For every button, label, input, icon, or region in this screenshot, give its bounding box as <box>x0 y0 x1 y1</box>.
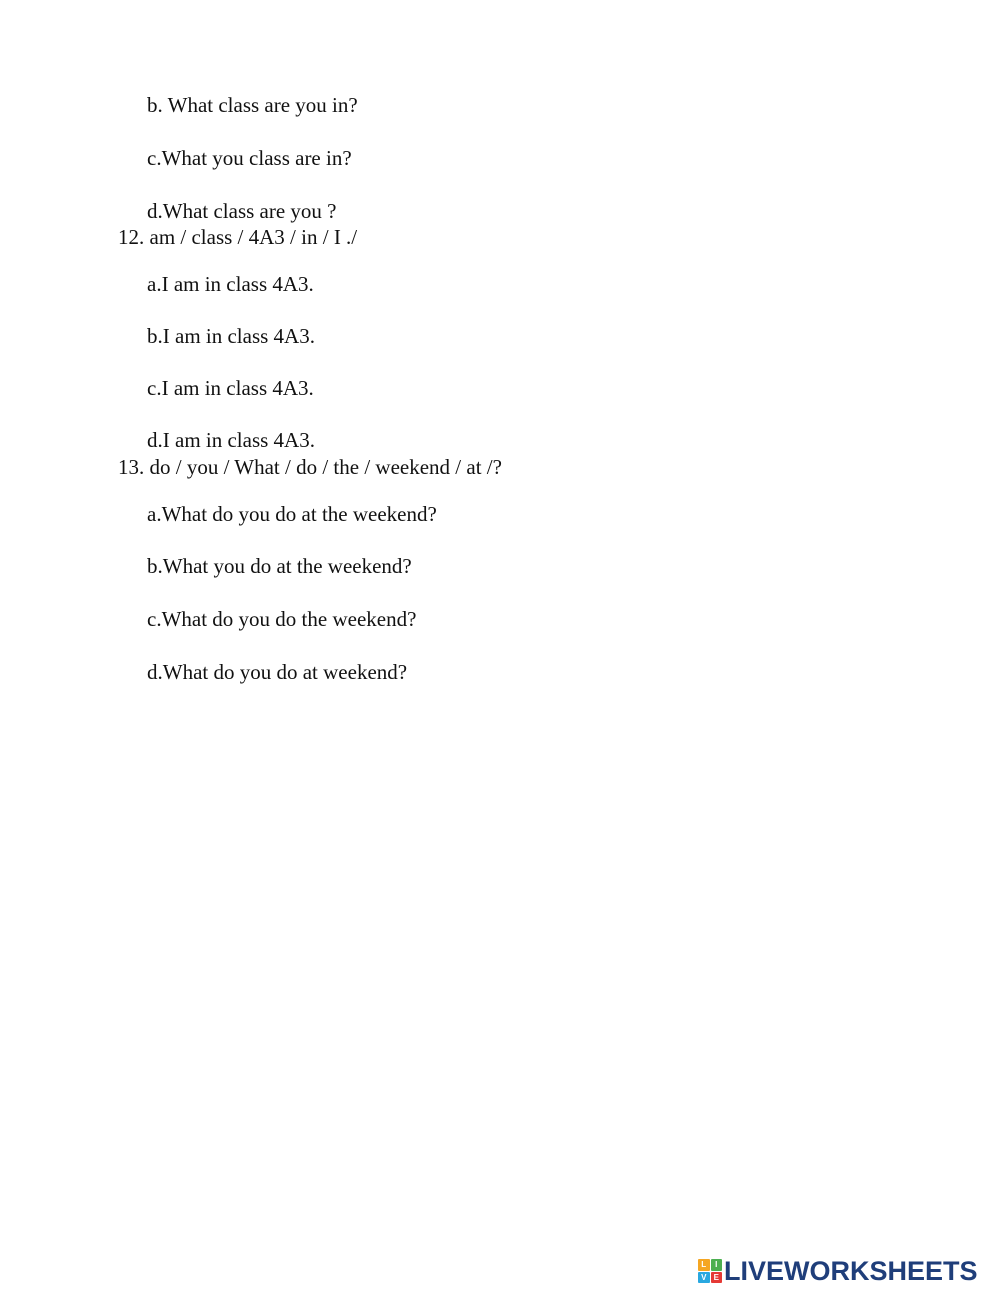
option-12d: d.I am in class 4A3. <box>147 428 315 452</box>
logo-mark-cell: V <box>698 1272 710 1284</box>
liveworksheets-mark-icon <box>698 1259 722 1283</box>
option-12b: b.I am in class 4A3. <box>147 324 315 348</box>
logo-text: LIVEWORKSHEETS <box>724 1256 978 1286</box>
option-12c: c.I am in class 4A3. <box>147 376 314 400</box>
option-11b: b. What class are you in? <box>147 93 358 117</box>
option-13c: c.What do you do the weekend? <box>147 607 417 631</box>
question-12: 12. am / class / 4A3 / in / I ./ <box>118 225 358 249</box>
option-13b: b.What you do at the weekend? <box>147 554 412 578</box>
logo-mark-cell: E <box>711 1272 723 1284</box>
option-12a: a.I am in class 4A3. <box>147 272 314 296</box>
question-13: 13. do / you / What / do / the / weekend / at /? <box>118 455 502 479</box>
option-11c: c.What you class are in? <box>147 146 352 170</box>
option-11d: d.What class are you ? <box>147 199 337 223</box>
logo-mark-cell: L <box>698 1259 710 1271</box>
option-13a: a.What do you do at the weekend? <box>147 502 437 526</box>
logo-mark-cell: I <box>711 1259 723 1271</box>
option-13d: d.What do you do at weekend? <box>147 660 408 684</box>
liveworksheets-logo <box>698 1257 978 1285</box>
